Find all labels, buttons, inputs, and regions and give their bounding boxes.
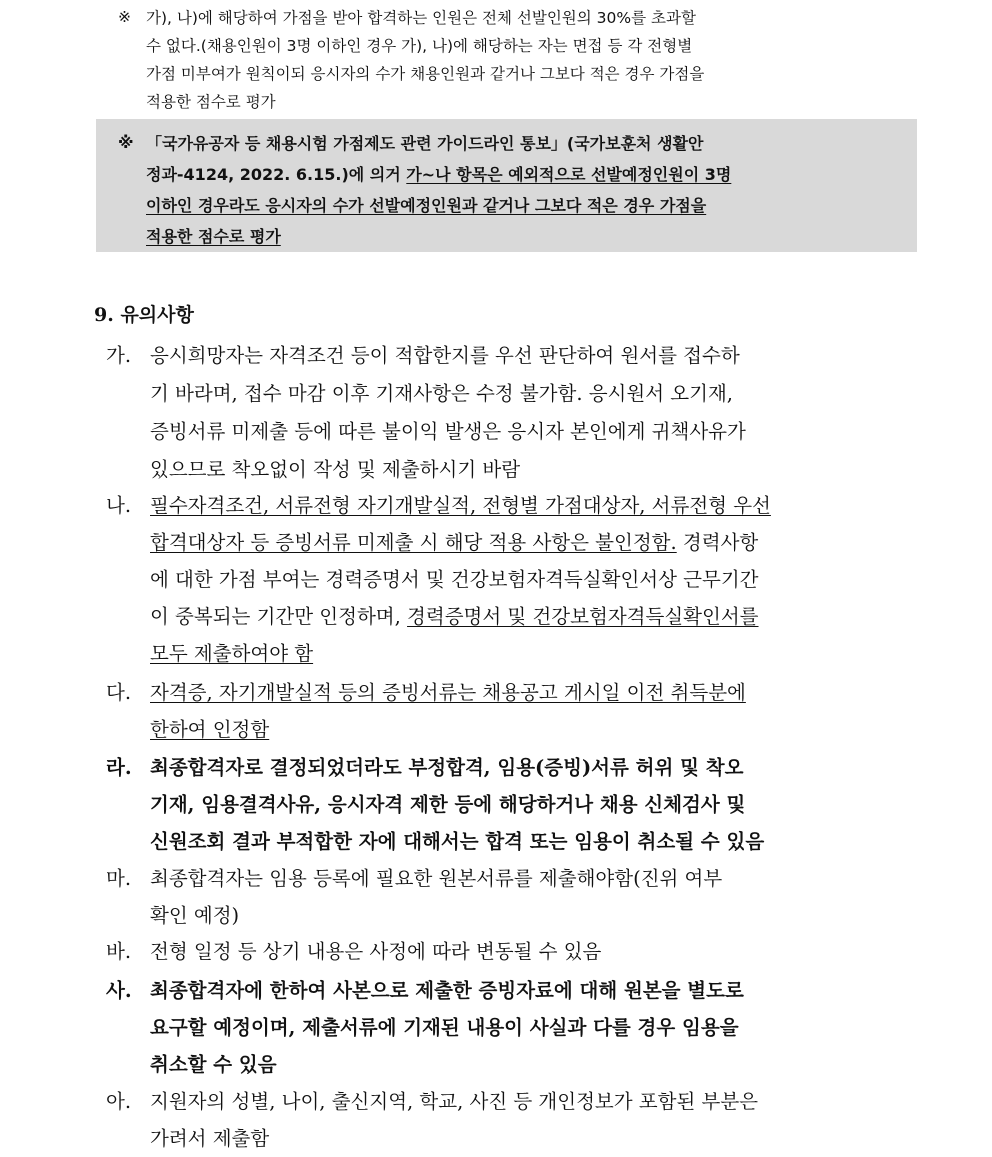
item-line: 모두 제출하여야 함 xyxy=(150,642,314,665)
item-line: 기 바라며, 접수 마감 이후 기재사항은 수정 불가함. 응시원서 오기재, xyxy=(150,382,733,405)
item-underlined-text: 합격대상자 등 증빙서류 미제출 시 해당 적용 사항은 불인정함. xyxy=(150,531,677,554)
item-label: 나. xyxy=(106,494,132,517)
note-guideline-box xyxy=(96,119,917,252)
item-label: 아. xyxy=(106,1090,132,1113)
reference-mark: ※ xyxy=(118,133,134,152)
item-line: 취소할 수 있음 xyxy=(150,1053,277,1076)
item-line: 최종합격자는 임용 등록에 필요한 원본서류를 제출해야함(진위 여부 xyxy=(150,867,723,890)
note-line: 가점 미부여가 원칙이되 응시자의 수가 채용인원과 같거나 그보다 적은 경우 가점을 xyxy=(146,65,705,83)
item-underlined-text: 경력증명서 및 건강보험자격득실확인서를 xyxy=(407,605,759,628)
item-line xyxy=(150,601,759,629)
item-label: 라. xyxy=(106,756,132,779)
item-text: 이 중복되는 기간만 인정하며, xyxy=(150,605,408,628)
note-text: 정과-4124, 2022. 6.15.)에 의거 xyxy=(146,165,407,184)
note-line: 「국가유공자 등 채용시험 가점제도 관련 가이드라인 통보」(국가보훈처 생활안 xyxy=(146,134,704,153)
item-line: 신원조회 결과 부적합한 자에 대해서는 합격 또는 임용이 취소될 수 있음 xyxy=(150,830,765,853)
note-line: 적용한 점수로 평가 xyxy=(146,227,281,246)
item-line: 전형 일정 등 상기 내용은 사정에 따라 변동될 수 있음 xyxy=(150,940,602,963)
item-line: 가려서 제출함 xyxy=(150,1127,270,1150)
note-line: 적용한 점수로 평가 xyxy=(146,93,276,111)
item-line: 기재, 임용결격사유, 응시자격 제한 등에 해당하거나 채용 신체검사 및 xyxy=(150,793,746,816)
item-line: 필수자격조건, 서류전형 자기개발실적, 전형별 가점대상자, 서류전형 우선 xyxy=(150,494,771,517)
item-line: 자격증, 자기개발실적 등의 증빙서류는 채용공고 게시일 이전 취득분에 xyxy=(150,681,746,704)
note-line: 이하인 경우라도 응시자의 수가 선발예정인원과 같거나 그보다 적은 경우 가점을 xyxy=(146,196,707,215)
item-label: 바. xyxy=(106,940,132,963)
section-heading: 9. 유의사항 xyxy=(94,304,194,326)
item-line: 최종합격자로 결정되었더라도 부정합격, 임용(증빙)서류 허위 및 착오 xyxy=(150,756,744,779)
item-line xyxy=(150,527,758,555)
item-line: 요구할 예정이며, 제출서류에 기재된 내용이 사실과 다를 경우 임용을 xyxy=(150,1016,739,1039)
item-label: 다. xyxy=(106,681,132,704)
item-line: 최종합격자에 한하여 사본으로 제출한 증빙자료에 대해 원본을 별도로 xyxy=(150,979,744,1002)
item-line: 한하여 인정함 xyxy=(150,718,270,741)
note-underlined-text: 가∼나 항목은 예외적으로 선발예정인원이 3명 xyxy=(406,165,732,184)
item-label: 사. xyxy=(106,979,132,1002)
item-line: 증빙서류 미제출 등에 따른 불이익 발생은 응시자 본인에게 귀책사유가 xyxy=(150,420,746,443)
note-line: 가), 나)에 해당하여 가점을 받아 합격하는 인원은 전체 선발인원의 30%를 초과할 xyxy=(146,9,696,27)
item-line: 에 대한 가점 부여는 경력증명서 및 건강보험자격득실확인서상 근무기간 xyxy=(150,568,759,591)
item-line: 지원자의 성별, 나이, 출신지역, 학교, 사진 등 개인정보가 포함된 부분은 xyxy=(150,1090,759,1113)
item-label: 마. xyxy=(106,867,132,890)
reference-mark: ※ xyxy=(118,8,131,26)
item-line: 확인 예정) xyxy=(150,904,240,927)
item-line: 응시희망자는 자격조건 등이 적합한지를 우선 판단하여 원서를 접수하 xyxy=(150,344,740,367)
item-label: 가. xyxy=(106,344,132,367)
item-text: 경력사항 xyxy=(676,531,759,554)
note-line: 수 없다.(채용인원이 3명 이하인 경우 가), 나)에 해당하는 자는 면접 등 각 전형별 xyxy=(146,37,693,55)
note-line xyxy=(146,162,731,185)
item-line: 있으므로 착오없이 작성 및 제출하시기 바람 xyxy=(150,458,521,481)
